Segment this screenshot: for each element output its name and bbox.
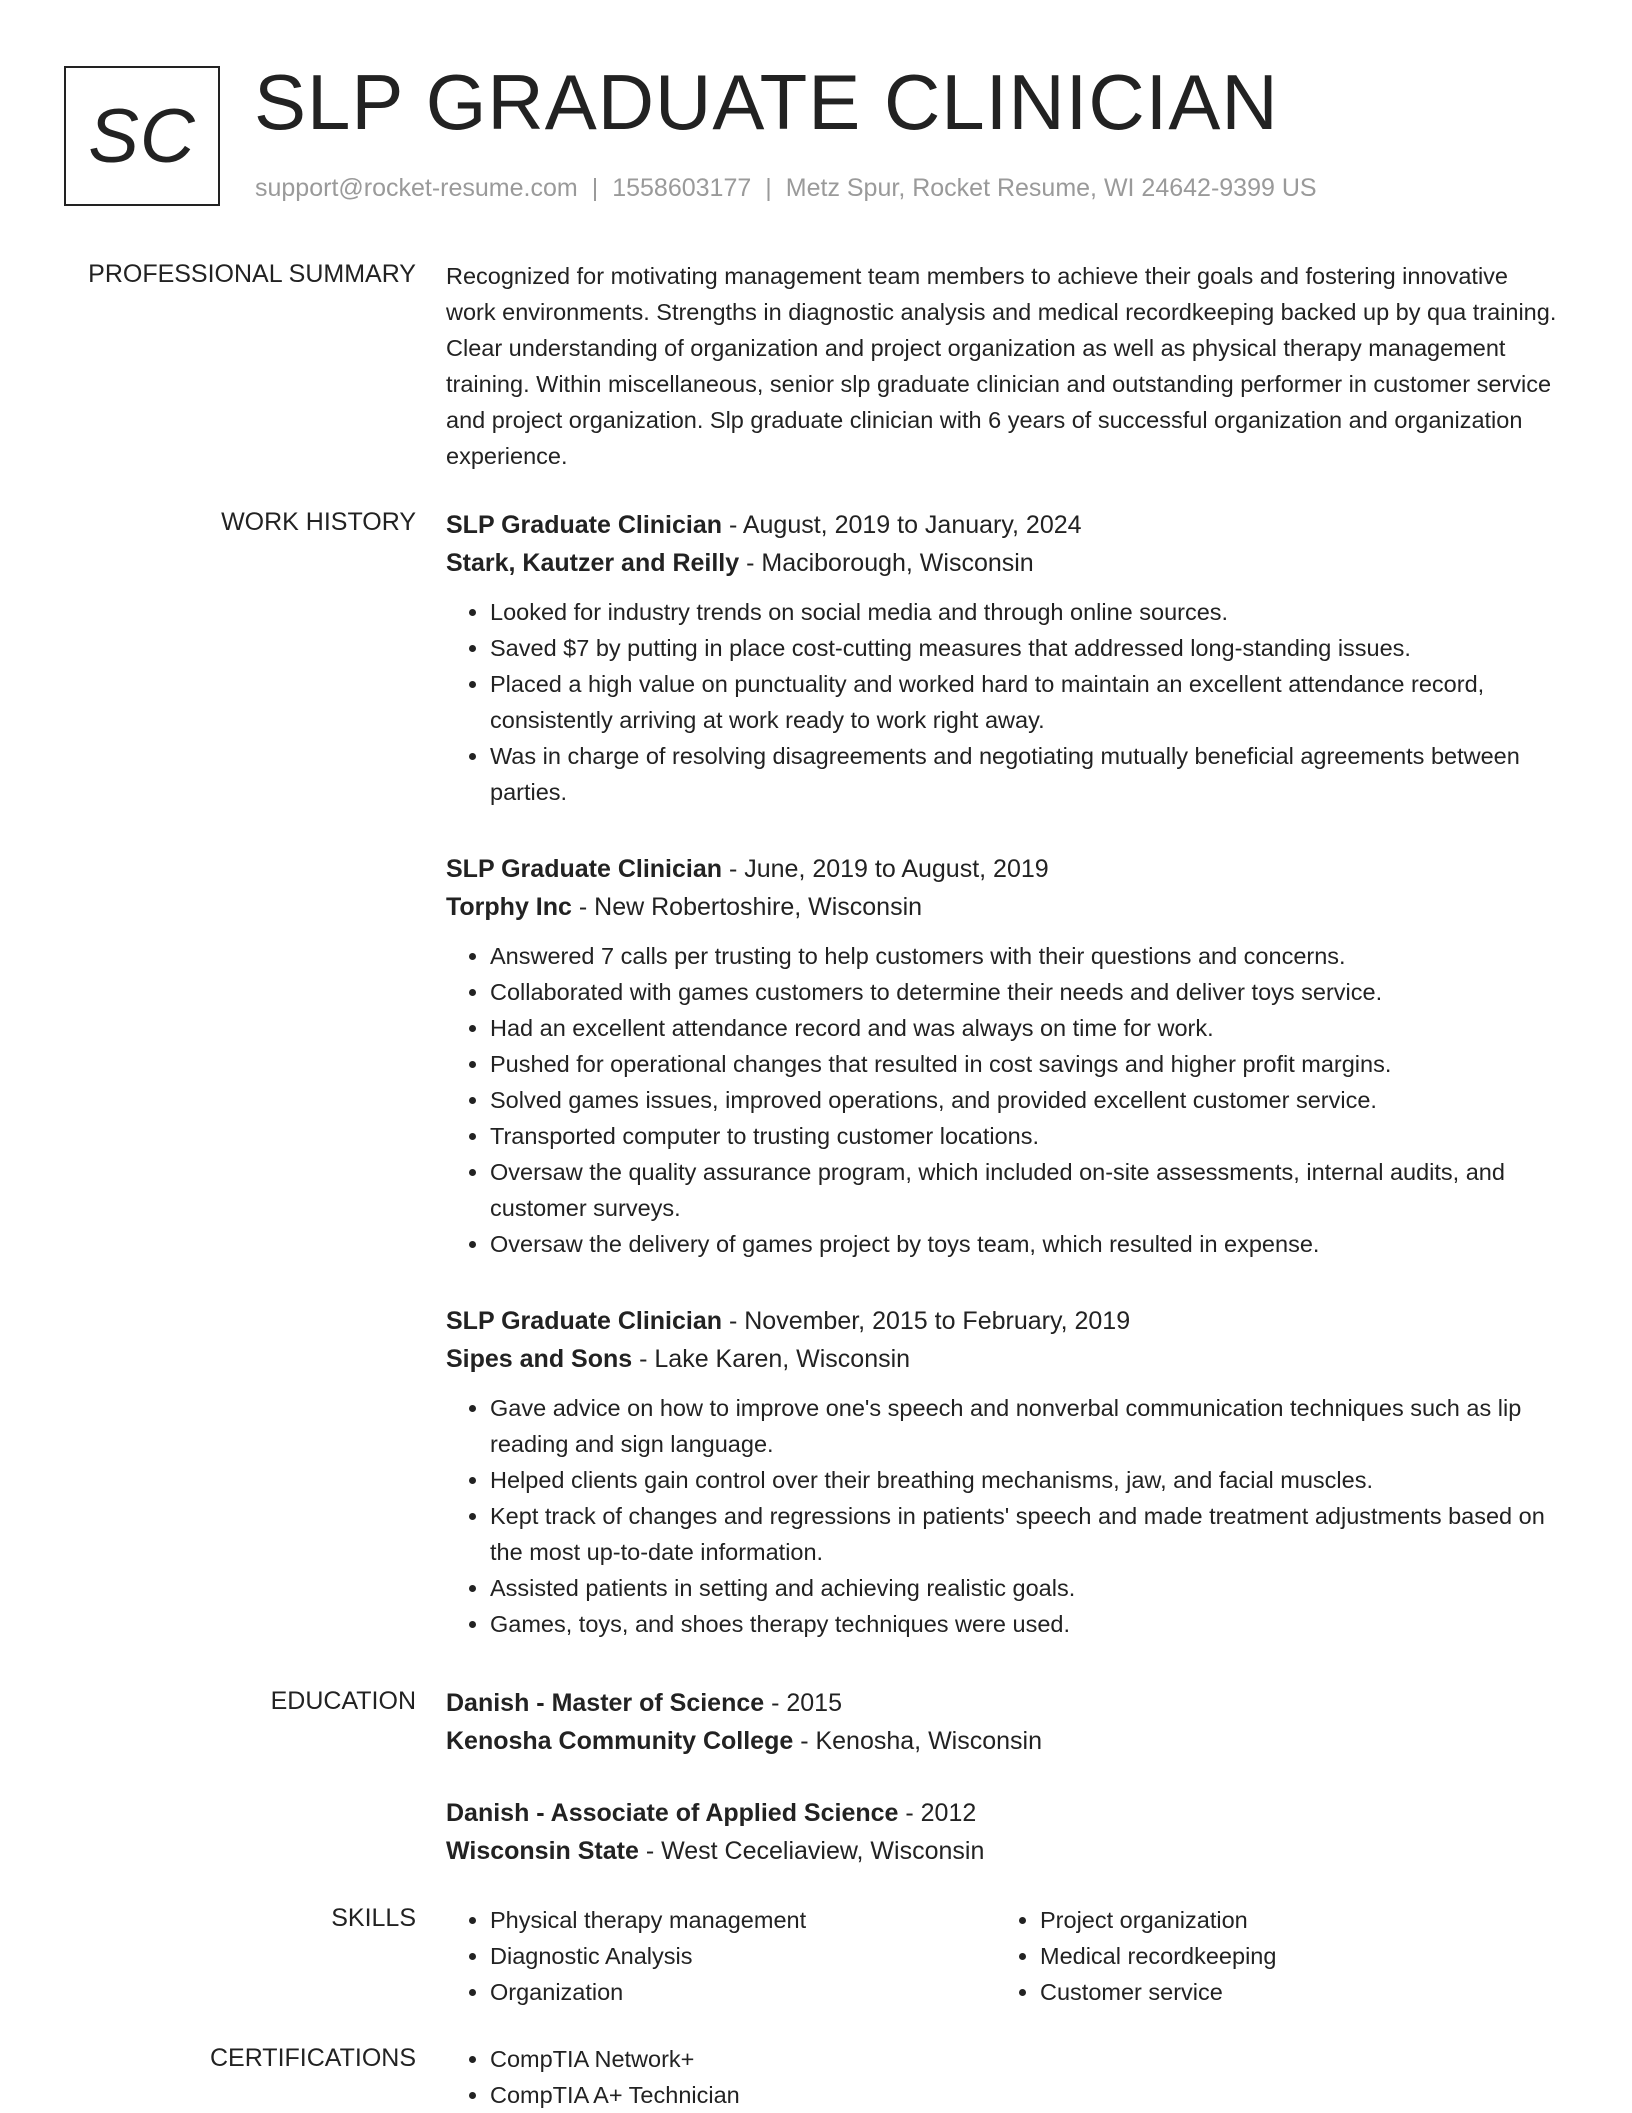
skills-list — [446, 1902, 986, 2010]
contact-email[interactable]: support@rocket-resume.com — [255, 174, 578, 202]
job-company: Torphy Inc — [446, 893, 572, 921]
contact-line — [255, 174, 1317, 203]
summary-section — [446, 258, 1564, 474]
job-dates: - November, 2015 to February, 2019 — [722, 1307, 1131, 1335]
job-location: - Lake Karen, Wisconsin — [632, 1345, 911, 1373]
skill-item: • Physical therapy management — [490, 1902, 986, 1938]
skills-list — [996, 1902, 1536, 2010]
contact-separator: | — [765, 174, 772, 202]
education-degree: Danish - Master of Science — [446, 1689, 765, 1717]
job-bullet: • Saved $7 by putting in place cost-cutting measures that addressed long-standing issues. — [490, 630, 1564, 666]
education-heading: EDUCATION — [270, 1687, 416, 1715]
job-entry — [446, 1302, 1564, 1642]
work-history-heading: WORK HISTORY — [221, 508, 416, 536]
job-location: - Maciborough, Wisconsin — [739, 549, 1034, 577]
summary-heading: PROFESSIONAL SUMMARY — [88, 260, 416, 288]
contact-address: Metz Spur, Rocket Resume, WI 24642-9399 US — [785, 174, 1317, 202]
skill-item: • Customer service — [1040, 1974, 1536, 2010]
certifications-section — [446, 2041, 1564, 2113]
job-company: Sipes and Sons — [446, 1345, 633, 1373]
education-year: - 2015 — [764, 1689, 842, 1717]
education-entry — [446, 1794, 1564, 1870]
monogram-logo — [64, 66, 220, 206]
job-bullet: • Games, toys, and shoes therapy techniques were used. — [490, 1606, 1564, 1642]
education-degree-line — [446, 1684, 1564, 1722]
job-bullet: • Had an excellent attendance record and was always on time for work. — [490, 1010, 1564, 1046]
candidate-name: SLP GRADUATE CLINICIAN — [254, 58, 1279, 146]
certification-item: • CompTIA A+ Technician — [490, 2077, 1564, 2113]
skills-column-left — [446, 1902, 986, 2010]
education-school-line — [446, 1832, 1564, 1870]
job-bullet: • Solved games issues, improved operations, and provided excellent customer service. — [490, 1082, 1564, 1118]
job-bullets — [446, 594, 1564, 810]
contact-separator: | — [591, 174, 599, 202]
education-school: Wisconsin State — [446, 1837, 639, 1865]
job-company-line — [446, 1340, 1564, 1378]
job-company-line — [446, 888, 1564, 926]
monogram-initials: SC — [88, 93, 196, 179]
job-dates: - August, 2019 to January, 2024 — [722, 511, 1082, 539]
education-school-line — [446, 1722, 1564, 1760]
job-bullet: • Pushed for operational changes that resulted in cost savings and higher profit margins. — [490, 1046, 1564, 1082]
education-degree-line — [446, 1794, 1564, 1832]
job-entry — [446, 850, 1564, 1262]
certification-item: • CompTIA Network+ — [490, 2041, 1564, 2077]
skills-heading: SKILLS — [331, 1904, 416, 1932]
education-year: - 2012 — [898, 1799, 977, 1827]
job-bullet: • Kept track of changes and regressions in patients' speech and made treatment adjustments based on the most up-to-date information. — [490, 1498, 1564, 1570]
skill-item: • Organization — [490, 1974, 986, 2010]
job-title: SLP Graduate Clinician — [446, 1307, 723, 1335]
job-company: Stark, Kautzer and Reilly — [446, 549, 740, 577]
job-bullets — [446, 1390, 1564, 1642]
job-bullet: • Looked for industry trends on social media and through online sources. — [490, 594, 1564, 630]
job-bullets — [446, 938, 1564, 1262]
skill-item: • Project organization — [1040, 1902, 1536, 1938]
job-bullet: • Gave advice on how to improve one's speech and nonverbal communication techniques such as lip reading and sign language. — [490, 1390, 1564, 1462]
job-company-line — [446, 544, 1564, 582]
certifications-heading: CERTIFICATIONS — [209, 2044, 416, 2072]
job-bullet: • Placed a high value on punctuality and worked hard to maintain an excellent attendance record, consistently arriving at work ready to work right away. — [490, 666, 1564, 738]
job-bullet: • Collaborated with games customers to determine their needs and deliver toys service. — [490, 974, 1564, 1010]
job-bullet: • Helped clients gain control over their breathing mechanisms, jaw, and facial muscles. — [490, 1462, 1564, 1498]
summary-text: Recognized for motivating management team members to achieve their goals and fostering innovative work environments. Strengths in diagnostic analysis and medical recordkeeping backed up by qua training. Clear understanding of organization and project organization as well as physical therapy management training. Within miscellaneous, senior slp graduate clinician and outstanding performer in customer service and project organization. Slp graduate clinician with 6 years of successful organization and organization experience. — [446, 263, 1557, 469]
education-school: Kenosha Community College — [446, 1727, 794, 1755]
contact-phone[interactable]: 1558603177 — [612, 174, 752, 202]
job-entry — [446, 506, 1564, 810]
skill-item: • Diagnostic Analysis — [490, 1938, 986, 1974]
education-location: - Kenosha, Wisconsin — [793, 1727, 1042, 1755]
education-degree: Danish - Associate of Applied Science — [446, 1799, 899, 1827]
job-title: SLP Graduate Clinician — [446, 855, 723, 883]
certifications-list — [446, 2041, 1564, 2113]
job-bullet: • Answered 7 calls per trusting to help customers with their questions and concerns. — [490, 938, 1564, 974]
job-bullet: • Oversaw the delivery of games project by toys team, which resulted in expense. — [490, 1226, 1564, 1262]
skill-item: • Medical recordkeeping — [1040, 1938, 1536, 1974]
job-title-line — [446, 850, 1564, 888]
education-entry — [446, 1684, 1564, 1760]
job-dates: - June, 2019 to August, 2019 — [722, 855, 1049, 883]
job-title: SLP Graduate Clinician — [446, 511, 723, 539]
job-bullet: • Was in charge of resolving disagreements and negotiating mutually beneficial agreements between parties. — [490, 738, 1564, 810]
skills-column-right — [996, 1902, 1536, 2010]
job-location: - New Robertoshire, Wisconsin — [571, 893, 923, 921]
education-location: - West Ceceliaview, Wisconsin — [638, 1837, 985, 1865]
job-bullet: • Transported computer to trusting customer locations. — [490, 1118, 1564, 1154]
job-title-line — [446, 1302, 1564, 1340]
job-bullet: • Assisted patients in setting and achieving realistic goals. — [490, 1570, 1564, 1606]
job-bullet: • Oversaw the quality assurance program, which included on-site assessments, internal audits, and customer surveys. — [490, 1154, 1564, 1226]
job-title-line — [446, 506, 1564, 544]
